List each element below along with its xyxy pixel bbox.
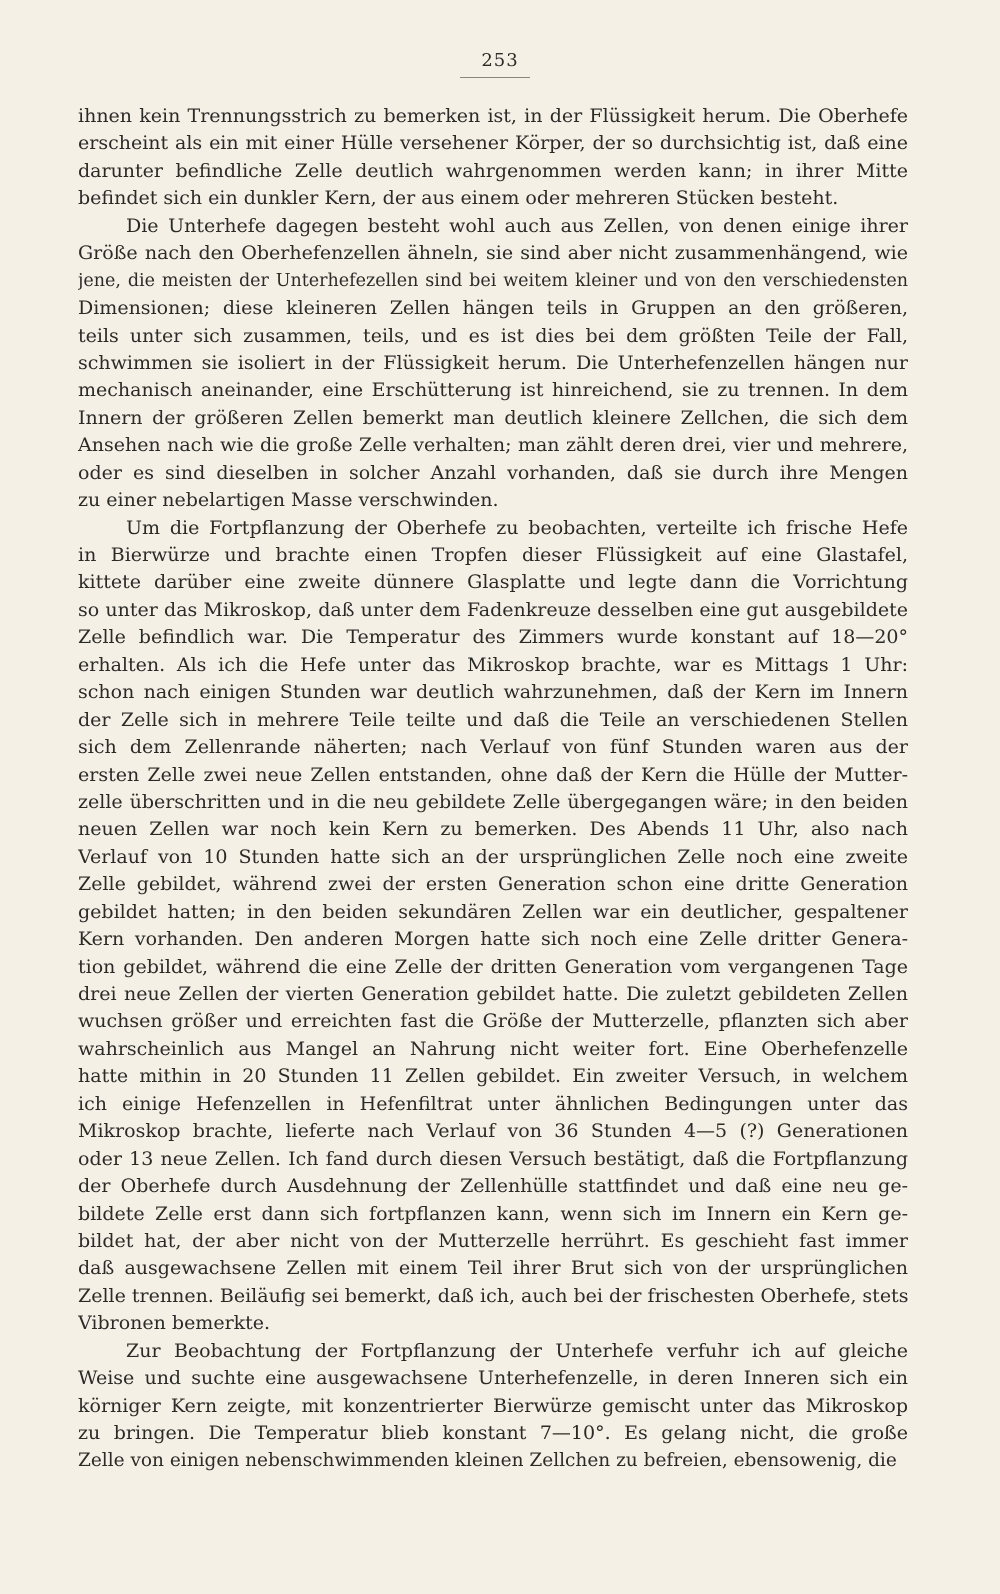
page-number: 253: [481, 50, 519, 71]
text-line: so unter das Mikroskop, daß unter dem Fadenkreuze desselben eine gut ausgebildete: [78, 598, 908, 621]
text-line: Weise und suchte eine ausgewachsene Unterhefenzelle, in deren Inneren sich ein: [78, 1367, 908, 1390]
text-line: hatte mithin in 20 Stunden 11 Zellen gebildet. Ein zweiter Versuch, in welchem: [78, 1065, 908, 1088]
text-line: zelle überschritten und in die neu gebildete Zelle übergegangen wäre; in den beiden: [78, 790, 908, 813]
text-line: jene, die meisten der Unterhefezellen sind bei weitem kleiner und von den verschiedensten: [78, 270, 908, 291]
body-text: [78, 103, 908, 1475]
text-line: Ansehen nach wie die große Zelle verhalten; man zählt deren drei, vier und mehrere,: [78, 434, 908, 457]
text-line: Dimensionen; diese kleineren Zellen hängen teils in Gruppen an den größeren,: [78, 297, 908, 320]
text-line: Kern vorhanden. Den anderen Morgen hatte sich noch eine Zelle dritter Genera-: [78, 928, 908, 951]
text-line: der Oberhefe durch Ausdehnung der Zellenhülle stattfindet und daß eine neu ge-: [78, 1175, 908, 1198]
text-line: bildete Zelle erst dann sich fortpflanzen kann, wenn sich im Innern ein Kern ge-: [78, 1202, 908, 1225]
text-line: Zur Beobachtung der Fortpflanzung der Unterhefe verfuhr ich auf gleiche: [126, 1339, 908, 1362]
paragraph: [78, 1338, 908, 1475]
paragraph: [78, 515, 908, 1338]
text-line: oder es sind dieselben in solcher Anzahl vorhanden, daß sie durch ihre Mengen: [78, 461, 908, 484]
text-line: kittete darüber eine zweite dünnere Glasplatte und legte dann die Vorrichtung: [78, 571, 908, 594]
text-line: teils unter sich zusammen, teils, und es ist dies bei dem größten Teile der Fall,: [78, 324, 908, 347]
text-line: der Zelle sich in mehrere Teile teilte und daß die Teile an verschiedenen Stellen: [78, 708, 908, 731]
text-line: drei neue Zellen der vierten Generation gebildet hatte. Die zuletzt gebildeten Zellen: [78, 983, 908, 1005]
text-line: zu einer nebelartigen Masse verschwinden.: [78, 489, 499, 512]
text-line: schon nach einigen Stunden war deutlich wahrzunehmen, daß der Kern im Innern: [78, 681, 908, 704]
text-line: tion gebildet, während die eine Zelle der dritten Generation vom vergangenen Tage: [78, 955, 908, 978]
text-line: Vibronen bemerkte.: [78, 1312, 271, 1335]
text-line: oder 13 neue Zellen. Ich fand durch diesen Versuch bestätigt, daß die Fortpflanzung: [78, 1147, 908, 1170]
text-line: sich dem Zellenrande näherten; nach Verlauf von fünf Stunden waren aus der: [78, 736, 908, 759]
text-line: mechanisch aneinander, eine Erschütterung ist hinreichend, sie zu trennen. In dem: [78, 379, 908, 402]
text-line: gebildet hatten; in den beiden sekundären Zellen war ein deutlicher, gespaltener: [78, 900, 908, 923]
text-line: Zelle trennen. Beiläufig sei bemerkt, daß ich, auch bei der frischesten Oberhefe, stets: [78, 1284, 908, 1307]
text-line: wahrscheinlich aus Mangel an Nahrung nicht weiter fort. Eine Oberhefenzelle: [78, 1037, 908, 1060]
paragraph: [78, 213, 908, 515]
text-line: ich einige Hefenzellen in Hefenfiltrat unter ähnlichen Bedingungen unter das: [78, 1092, 908, 1115]
text-line: in Bierwürze und brachte einen Tropfen dieser Flüssigkeit auf eine Glastafel,: [78, 544, 908, 566]
text-line: ersten Zelle zwei neue Zellen entstanden, ohne daß der Kern die Hülle der Mutter-: [78, 763, 908, 786]
text-line: Größe nach den Oberhefenzellen ähneln, sie sind aber nicht zusammenhängend, wie: [78, 242, 908, 265]
text-line: daß ausgewachsene Zellen mit einem Teil ihrer Brut sich von der ursprünglichen: [78, 1257, 908, 1280]
text-line: bildet hat, der aber nicht von der Mutterzelle herrührt. Es geschieht fast immer: [78, 1229, 908, 1252]
text-line: Um die Fortpflanzung der Oberhefe zu beobachten, verteilte ich frische Hefe: [126, 516, 908, 539]
text-line: darunter befindliche Zelle deutlich wahrgenommen werden kann; in ihrer Mitte: [78, 159, 908, 182]
text-line: Zelle befindlich war. Die Temperatur des Zimmers wurde konstant auf 18—20°: [78, 626, 908, 649]
text-line: erhalten. Als ich die Hefe unter das Mikroskop brachte, war es Mittags 1 Uhr:: [78, 653, 908, 676]
text-line: befindet sich ein dunkler Kern, der aus einem oder mehreren Stücken besteht.: [78, 187, 839, 210]
text-line: Die Unterhefe dagegen besteht wohl auch aus Zellen, von denen einige ihrer: [126, 214, 908, 237]
text-line: neuen Zellen war noch kein Kern zu bemerken. Des Abends 11 Uhr, also nach: [78, 818, 908, 841]
text-line: Mikroskop brachte, lieferte nach Verlauf von 36 Stunden 4—5 (?) Generationen: [78, 1120, 908, 1143]
text-line: Zelle von einigen nebenschwimmenden kleinen Zellchen zu befreien, ebensowenig, die: [78, 1450, 897, 1472]
paragraph: [78, 103, 908, 213]
text-line: körniger Kern zeigte, mit konzentrierter Bierwürze gemischt unter das Mikroskop: [78, 1394, 908, 1417]
text-line: ihnen kein Trennungsstrich zu bemerken ist, in der Flüssigkeit herum. Die Oberhefe: [78, 105, 908, 127]
text-line: erscheint als ein mit einer Hülle versehener Körper, der so durchsichtig ist, daß eine: [78, 132, 908, 155]
text-line: Innern der größeren Zellen bemerkt man deutlich kleinere Zellchen, die sich dem: [78, 406, 908, 429]
text-line: zu bringen. Die Temperatur blieb konstant 7—10°. Es gelang nicht, die große: [78, 1422, 908, 1444]
page-number-rule: [460, 77, 530, 78]
text-line: schwimmen sie isoliert in der Flüssigkeit herum. Die Unterhefenzellen hängen nur: [78, 351, 908, 374]
text-line: Verlauf von 10 Stunden hatte sich an der ursprünglichen Zelle noch eine zweite: [78, 845, 908, 868]
text-line: Zelle gebildet, während zwei der ersten Generation schon eine dritte Generation: [78, 873, 908, 896]
text-line: wuchsen größer und erreichten fast die Größe der Mutterzelle, pflanzten sich aber: [78, 1010, 908, 1033]
